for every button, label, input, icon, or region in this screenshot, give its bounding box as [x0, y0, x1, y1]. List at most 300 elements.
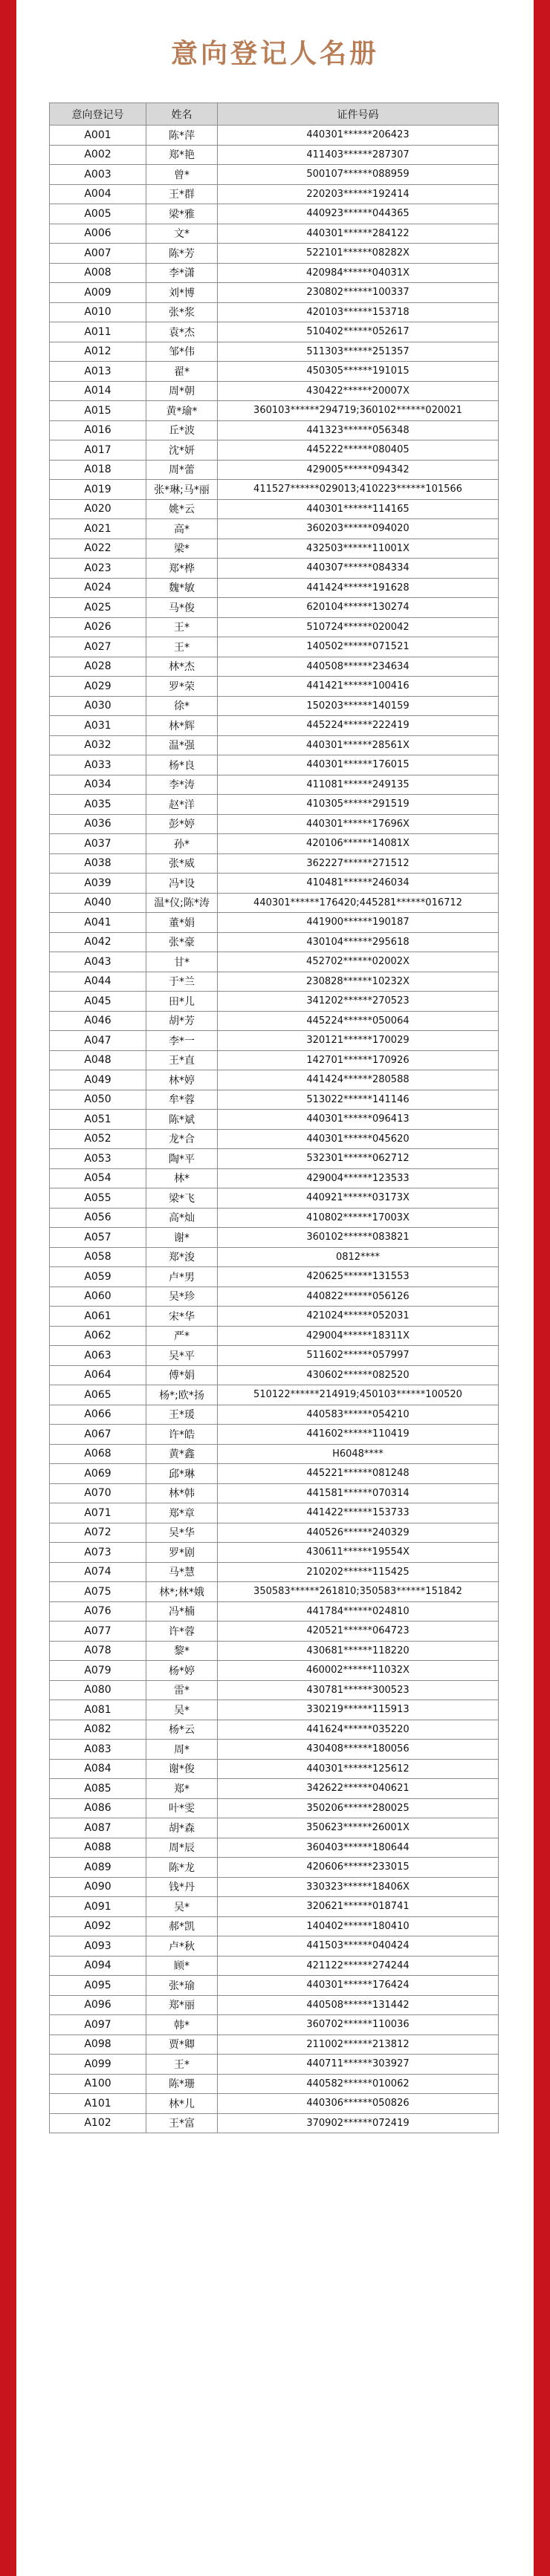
table-row	[50, 853, 499, 874]
name-cell: 贾*卿	[146, 2035, 218, 2055]
table-row	[50, 401, 499, 421]
registration-number-cell: A067	[50, 1425, 146, 1445]
registration-number-cell: A072	[50, 1523, 146, 1543]
table-row	[50, 244, 499, 264]
registration-number-cell: A093	[50, 1936, 146, 1957]
name-cell: 胡*芳	[146, 1011, 218, 1031]
table-row	[50, 1247, 499, 1267]
right-red-border	[534, 0, 550, 2576]
name-cell: 郑*浚	[146, 1247, 218, 1267]
name-cell: 李*涛	[146, 775, 218, 795]
id-number-cell: 360203******094020	[218, 519, 499, 539]
id-number-cell: 440822******056126	[218, 1287, 499, 1307]
registration-number-cell: A082	[50, 1720, 146, 1740]
name-cell: 陈*珊	[146, 2074, 218, 2094]
name-cell: 张*威	[146, 853, 218, 874]
registration-number-cell: A098	[50, 2035, 146, 2055]
name-cell: 陈*龙	[146, 1858, 218, 1878]
id-number-cell: 429004******18311X	[218, 1326, 499, 1346]
registration-number-cell: A047	[50, 1031, 146, 1051]
name-cell: 王*直	[146, 1050, 218, 1070]
registration-number-cell: A006	[50, 224, 146, 244]
name-cell: 马*俊	[146, 598, 218, 618]
registration-number-cell: A050	[50, 1090, 146, 1110]
table-row	[50, 735, 499, 755]
id-number-cell: 440583******054210	[218, 1405, 499, 1425]
registration-number-cell: A024	[50, 578, 146, 598]
table-row	[50, 2055, 499, 2075]
table-row	[50, 184, 499, 204]
name-cell: 林*辉	[146, 716, 218, 736]
table-row	[50, 1916, 499, 1936]
registration-number-cell: A046	[50, 1011, 146, 1031]
name-cell: 吴*	[146, 1700, 218, 1720]
table-row	[50, 1779, 499, 1799]
table-row	[50, 1168, 499, 1188]
table-row	[50, 145, 499, 165]
name-cell: 张*浆	[146, 302, 218, 322]
registration-number-cell: A021	[50, 519, 146, 539]
registration-number-cell: A031	[50, 716, 146, 736]
table-row	[50, 2094, 499, 2114]
header-name: 姓名	[146, 103, 218, 126]
registration-number-cell: A060	[50, 1287, 146, 1307]
id-number-cell: 441422******153733	[218, 1503, 499, 1523]
registration-number-cell: A059	[50, 1267, 146, 1287]
id-number-cell: 511303******251357	[218, 342, 499, 362]
name-cell: 孙*	[146, 834, 218, 854]
id-number-cell: 440301******17696X	[218, 814, 499, 834]
registration-number-cell: A084	[50, 1759, 146, 1779]
registration-number-cell: A022	[50, 539, 146, 559]
id-number-cell: 440301******176424	[218, 1976, 499, 1996]
header-id-number: 证件号码	[218, 103, 499, 126]
name-cell: 卢*男	[146, 1267, 218, 1287]
registration-number-cell: A069	[50, 1464, 146, 1484]
id-number-cell: 210202******115425	[218, 1562, 499, 1582]
registration-table	[49, 103, 499, 2133]
id-number-cell: 440508******234634	[218, 657, 499, 677]
id-number-cell: 362227******271512	[218, 853, 499, 874]
name-cell: 陈*萍	[146, 126, 218, 146]
id-number-cell: 430781******300523	[218, 1680, 499, 1700]
registration-number-cell: A073	[50, 1543, 146, 1563]
id-number-cell: 513022******141146	[218, 1090, 499, 1110]
name-cell: 谢*	[146, 1228, 218, 1248]
name-cell: 林*儿	[146, 2094, 218, 2114]
id-number-cell: 330323******18406X	[218, 1877, 499, 1897]
table-row	[50, 1307, 499, 1327]
table-row	[50, 1346, 499, 1366]
registration-number-cell: A038	[50, 853, 146, 874]
registration-number-cell: A061	[50, 1307, 146, 1327]
registration-number-cell: A052	[50, 1129, 146, 1149]
name-cell: 魏*敏	[146, 578, 218, 598]
table-row	[50, 224, 499, 244]
registration-number-cell: A091	[50, 1897, 146, 1917]
name-cell: 王*群	[146, 184, 218, 204]
name-cell: 郑*章	[146, 1503, 218, 1523]
registration-number-cell: A095	[50, 1976, 146, 1996]
registration-number-cell: A032	[50, 735, 146, 755]
id-number-cell: 445224******050064	[218, 1011, 499, 1031]
id-number-cell: 440301******045620	[218, 1129, 499, 1149]
name-cell: 杨*;欧*扬	[146, 1385, 218, 1405]
id-number-cell: 0812****	[218, 1247, 499, 1267]
registration-number-cell: A019	[50, 480, 146, 500]
registration-number-cell: A101	[50, 2094, 146, 2114]
table-row	[50, 342, 499, 362]
id-number-cell: 350206******280025	[218, 1798, 499, 1818]
registration-number-cell: A049	[50, 1070, 146, 1090]
registration-number-cell: A029	[50, 677, 146, 697]
table-row	[50, 637, 499, 657]
id-number-cell: 420606******233015	[218, 1858, 499, 1878]
registration-number-cell: A079	[50, 1661, 146, 1681]
id-number-cell: 230828******10232X	[218, 972, 499, 992]
table-row	[50, 775, 499, 795]
name-cell: 张*豪	[146, 932, 218, 952]
table-row	[50, 1956, 499, 1976]
registration-number-cell: A015	[50, 401, 146, 421]
name-cell: 文*	[146, 224, 218, 244]
id-number-cell: 440301******176420;445281******016712	[218, 893, 499, 913]
table-row	[50, 1267, 499, 1287]
name-cell: 雷*	[146, 1680, 218, 1700]
table-row	[50, 1759, 499, 1779]
id-number-cell: 510122******214919;450103******100520	[218, 1385, 499, 1405]
name-cell: 姚*云	[146, 499, 218, 519]
registration-number-cell: A039	[50, 874, 146, 894]
registration-number-cell: A088	[50, 1838, 146, 1858]
registration-number-cell: A085	[50, 1779, 146, 1799]
table-row	[50, 2113, 499, 2133]
name-cell: 吴*华	[146, 1523, 218, 1543]
name-cell: 顾*	[146, 1956, 218, 1976]
id-number-cell: 350623******26001X	[218, 1818, 499, 1838]
registration-number-cell: A005	[50, 204, 146, 224]
registration-number-cell: A070	[50, 1483, 146, 1503]
id-number-cell: 341202******270523	[218, 992, 499, 1012]
registration-number-cell: A011	[50, 322, 146, 342]
name-cell: 高*灿	[146, 1208, 218, 1228]
table-row	[50, 1483, 499, 1503]
table-row	[50, 2035, 499, 2055]
name-cell: 梁*雅	[146, 204, 218, 224]
name-cell: 梁*	[146, 539, 218, 559]
registration-number-cell: A013	[50, 362, 146, 382]
name-cell: 郑*艳	[146, 145, 218, 165]
id-number-cell: 420106******14081X	[218, 834, 499, 854]
id-number-cell: 140402******180410	[218, 1916, 499, 1936]
table-row	[50, 1110, 499, 1130]
name-cell: 邹*伟	[146, 342, 218, 362]
table-row	[50, 1011, 499, 1031]
name-cell: 董*娟	[146, 913, 218, 933]
name-cell: 林*韩	[146, 1483, 218, 1503]
id-number-cell: 445222******080405	[218, 440, 499, 461]
table-row	[50, 322, 499, 342]
table-row	[50, 677, 499, 697]
registration-number-cell: A007	[50, 244, 146, 264]
id-number-cell: 360102******083821	[218, 1228, 499, 1248]
name-cell: 周*朝	[146, 381, 218, 401]
table-row	[50, 1070, 499, 1090]
name-cell: 许*蓉	[146, 1622, 218, 1642]
registration-number-cell: A016	[50, 420, 146, 440]
id-number-cell: 440301******176015	[218, 755, 499, 775]
id-number-cell: 420984******04031X	[218, 263, 499, 283]
registration-number-cell: A077	[50, 1622, 146, 1642]
table-row	[50, 1897, 499, 1917]
id-number-cell: 410305******291519	[218, 795, 499, 815]
name-cell: 李*潇	[146, 263, 218, 283]
table-row	[50, 1188, 499, 1209]
id-number-cell: 429005******094342	[218, 460, 499, 480]
registration-number-cell: A033	[50, 755, 146, 775]
registration-number-cell: A043	[50, 952, 146, 972]
id-number-cell: H6048****	[218, 1444, 499, 1464]
table-row	[50, 1031, 499, 1051]
name-cell: 谢*俊	[146, 1759, 218, 1779]
id-number-cell: 445221******081248	[218, 1464, 499, 1484]
table-row	[50, 2015, 499, 2035]
registration-number-cell: A076	[50, 1601, 146, 1622]
table-row	[50, 283, 499, 303]
registration-number-cell: A075	[50, 1582, 146, 1602]
registration-number-cell: A096	[50, 1995, 146, 2015]
registration-number-cell: A094	[50, 1956, 146, 1976]
id-number-cell: 620104******130274	[218, 598, 499, 618]
registration-number-cell: A053	[50, 1149, 146, 1169]
id-number-cell: 460002******11032X	[218, 1661, 499, 1681]
table-row	[50, 460, 499, 480]
name-cell: 黄*瑜*	[146, 401, 218, 421]
id-number-cell: 532301******062712	[218, 1149, 499, 1169]
table-row	[50, 1050, 499, 1070]
id-number-cell: 360403******180644	[218, 1838, 499, 1858]
table-row	[50, 1208, 499, 1228]
table-row	[50, 578, 499, 598]
id-number-cell: 220203******192414	[218, 184, 499, 204]
registration-number-cell: A045	[50, 992, 146, 1012]
table-row	[50, 420, 499, 440]
id-number-cell: 440711******303927	[218, 2055, 499, 2075]
registration-number-cell: A080	[50, 1680, 146, 1700]
left-red-border	[0, 0, 16, 2576]
table-row	[50, 1562, 499, 1582]
table-row	[50, 1405, 499, 1425]
name-cell: 郑*丽	[146, 1995, 218, 2015]
name-cell: 吴*珍	[146, 1287, 218, 1307]
name-cell: 黄*鑫	[146, 1444, 218, 1464]
registration-number-cell: A056	[50, 1208, 146, 1228]
table-row	[50, 499, 499, 519]
table-row	[50, 1149, 499, 1169]
registration-number-cell: A068	[50, 1444, 146, 1464]
id-number-cell: 440301******096413	[218, 1110, 499, 1130]
table-row	[50, 874, 499, 894]
id-number-cell: 440301******28561X	[218, 735, 499, 755]
registration-number-cell: A099	[50, 2055, 146, 2075]
table-row	[50, 834, 499, 854]
table-row	[50, 932, 499, 952]
name-cell: 钱*丹	[146, 1877, 218, 1897]
table-row	[50, 1601, 499, 1622]
id-number-cell: 230802******100337	[218, 283, 499, 303]
table-header-row	[50, 103, 499, 126]
registration-number-cell: A042	[50, 932, 146, 952]
registration-number-cell: A078	[50, 1641, 146, 1661]
registration-number-cell: A066	[50, 1405, 146, 1425]
id-number-cell: 430602******082520	[218, 1365, 499, 1385]
table-row	[50, 1641, 499, 1661]
name-cell: 甘*	[146, 952, 218, 972]
table-row	[50, 559, 499, 579]
id-number-cell: 510402******052617	[218, 322, 499, 342]
registration-number-cell: A036	[50, 814, 146, 834]
registration-number-cell: A074	[50, 1562, 146, 1582]
name-cell: 吴*	[146, 1897, 218, 1917]
name-cell: 于*兰	[146, 972, 218, 992]
id-number-cell: 350583******261810;350583******151842	[218, 1582, 499, 1602]
id-number-cell: 432503******11001X	[218, 539, 499, 559]
registration-number-cell: A028	[50, 657, 146, 677]
name-cell: 陶*平	[146, 1149, 218, 1169]
name-cell: 罗*荣	[146, 677, 218, 697]
table-row	[50, 1444, 499, 1464]
name-cell: 林*杰	[146, 657, 218, 677]
id-number-cell: 411403******287307	[218, 145, 499, 165]
name-cell: 温*强	[146, 735, 218, 755]
table-row	[50, 1090, 499, 1110]
table-row	[50, 1936, 499, 1957]
id-number-cell: 450305******191015	[218, 362, 499, 382]
table-row	[50, 440, 499, 461]
table-row	[50, 1425, 499, 1445]
name-cell: 林*;林*娥	[146, 1582, 218, 1602]
table-row	[50, 1365, 499, 1385]
table-row	[50, 992, 499, 1012]
table-row	[50, 1228, 499, 1248]
id-number-cell: 430104******295618	[218, 932, 499, 952]
registration-number-cell: A008	[50, 263, 146, 283]
name-cell: 宋*华	[146, 1307, 218, 1327]
name-cell: 彭*婷	[146, 814, 218, 834]
name-cell: 许*皓	[146, 1425, 218, 1445]
id-number-cell: 320121******170029	[218, 1031, 499, 1051]
name-cell: 高*	[146, 519, 218, 539]
name-cell: 周*辰	[146, 1838, 218, 1858]
id-number-cell: 440921******03173X	[218, 1188, 499, 1209]
name-cell: 赵*洋	[146, 795, 218, 815]
id-number-cell: 441900******190187	[218, 913, 499, 933]
table-row	[50, 1858, 499, 1878]
table-row	[50, 1720, 499, 1740]
id-number-cell: 342622******040621	[218, 1779, 499, 1799]
registration-number-cell: A012	[50, 342, 146, 362]
registration-number-cell: A018	[50, 460, 146, 480]
name-cell: 邱*琳	[146, 1464, 218, 1484]
table-row	[50, 362, 499, 382]
id-number-cell: 440301******206423	[218, 126, 499, 146]
table-row	[50, 617, 499, 637]
id-number-cell: 411527******029013;410223******101566	[218, 480, 499, 500]
registration-number-cell: A090	[50, 1877, 146, 1897]
name-cell: 胡*森	[146, 1818, 218, 1838]
id-number-cell: 500107******088959	[218, 165, 499, 185]
name-cell: 叶*雯	[146, 1798, 218, 1818]
table-row	[50, 165, 499, 185]
table-row	[50, 1700, 499, 1720]
table-row	[50, 913, 499, 933]
id-number-cell: 441421******100416	[218, 677, 499, 697]
id-number-cell: 440508******131442	[218, 1995, 499, 2015]
id-number-cell: 441323******056348	[218, 420, 499, 440]
name-cell: 罗*剧	[146, 1543, 218, 1563]
id-number-cell: 441624******035220	[218, 1720, 499, 1740]
page-title: 意向登记人名册	[170, 39, 379, 69]
id-number-cell: 370902******072419	[218, 2113, 499, 2133]
table-row	[50, 1976, 499, 1996]
id-number-cell: 440301******284122	[218, 224, 499, 244]
table-row	[50, 539, 499, 559]
id-number-cell: 360702******110036	[218, 2015, 499, 2035]
registration-number-cell: A054	[50, 1168, 146, 1188]
registration-number-cell: A100	[50, 2074, 146, 2094]
name-cell: 马*慧	[146, 1562, 218, 1582]
name-cell: 梁*飞	[146, 1188, 218, 1209]
name-cell: 冯*楠	[146, 1601, 218, 1622]
name-cell: 杨*云	[146, 1720, 218, 1740]
registration-number-cell: A048	[50, 1050, 146, 1070]
name-cell: 王*富	[146, 2113, 218, 2133]
id-number-cell: 410802******17003X	[218, 1208, 499, 1228]
id-number-cell: 440301******114165	[218, 499, 499, 519]
registration-number-cell: A027	[50, 637, 146, 657]
name-cell: 郑*桦	[146, 559, 218, 579]
table-body	[50, 126, 499, 2133]
id-number-cell: 430681******118220	[218, 1641, 499, 1661]
id-number-cell: 440306******050826	[218, 2094, 499, 2114]
registration-number-cell: A102	[50, 2113, 146, 2133]
registration-number-cell: A097	[50, 2015, 146, 2035]
name-cell: 翟*	[146, 362, 218, 382]
registration-number-cell: A003	[50, 165, 146, 185]
table-row	[50, 263, 499, 283]
name-cell: 韩*	[146, 2015, 218, 2035]
registration-number-cell: A055	[50, 1188, 146, 1209]
table-row	[50, 1503, 499, 1523]
table-row	[50, 1877, 499, 1897]
registration-number-cell: A014	[50, 381, 146, 401]
name-cell: 张*琳;马*丽	[146, 480, 218, 500]
table-row	[50, 814, 499, 834]
registration-number-cell: A062	[50, 1326, 146, 1346]
id-number-cell: 142701******170926	[218, 1050, 499, 1070]
name-cell: 王*瑗	[146, 1405, 218, 1425]
id-number-cell: 511602******057997	[218, 1346, 499, 1366]
table-row	[50, 126, 499, 146]
table-row	[50, 302, 499, 322]
table-row	[50, 755, 499, 775]
id-number-cell: 441503******040424	[218, 1936, 499, 1957]
registration-number-cell: A037	[50, 834, 146, 854]
registration-number-cell: A081	[50, 1700, 146, 1720]
name-cell: 傅*娟	[146, 1365, 218, 1385]
table-row	[50, 1326, 499, 1346]
id-number-cell: 360103******294719;360102******020021	[218, 401, 499, 421]
